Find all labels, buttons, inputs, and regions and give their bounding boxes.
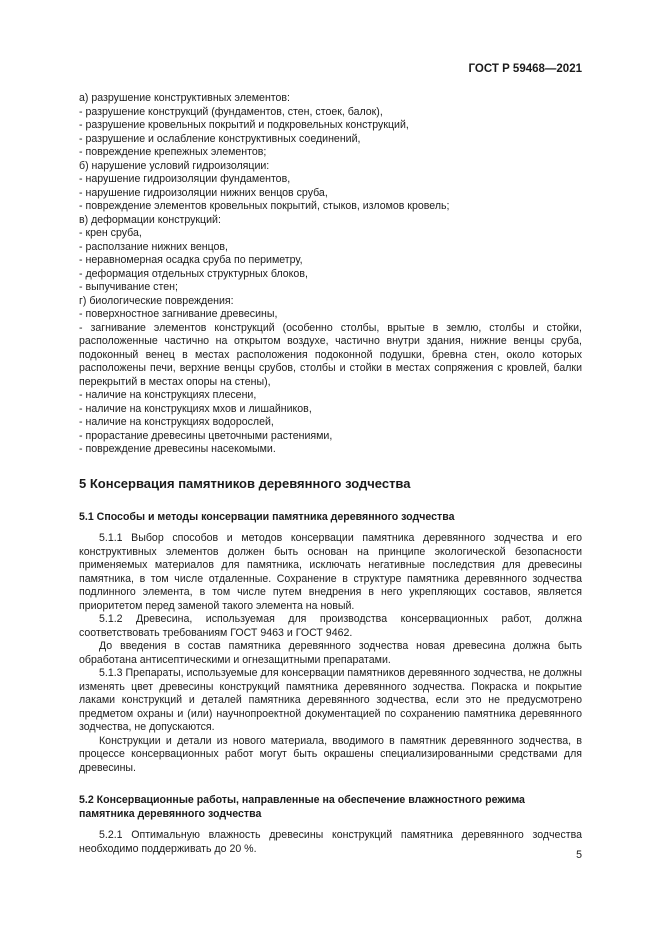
section-5-heading: 5 Консервация памятников деревянного зодчества (79, 475, 411, 491)
list-item: - разрушение конструкций (фундаментов, стен, стоек, балок), (79, 105, 383, 118)
list-d-title: г) биологические повреждения: (79, 294, 234, 307)
list-item: - разрушение и ослабление конструктивных соединений, (79, 132, 361, 145)
paragraph-5-2-1: 5.2.1 Оптимальную влажность древесины конструкций памятника деревянного зодчества необходимо поддерживать до 20 %. (79, 829, 582, 855)
list-d (79, 295, 582, 457)
list-item: - повреждение древесины насекомыми. (79, 443, 276, 455)
list-item: - повреждение крепежных элементов; (79, 146, 267, 158)
list-item: - поверхностное загнивание древесины, (79, 308, 278, 320)
list-c-title: в) деформации конструкций: (79, 213, 221, 226)
list-b-title: б) нарушение условий гидроизоляции: (79, 159, 270, 172)
document-id-header: ГОСТ Р 59468—2021 (468, 63, 582, 75)
list-item: - крен сруба, (79, 227, 142, 239)
subsection-5-1-heading: 5.1 Способы и методы консервации памятника деревянного зодчества (79, 510, 455, 523)
list-item: - нарушение гидроизоляции нижних венцов сруба, (79, 186, 328, 199)
list-item: - наличие на конструкциях мхов и лишайников, (79, 402, 312, 415)
paragraph-5-1-2-continued: До введения в состав памятника деревянного зодчества новая древесина должна быть обработана антисептическими и огнезащитными препаратами. (79, 640, 582, 666)
paragraph-5-1-3-continued: Конструкции и детали из нового материала, вводимого в памятник деревянного зодчества, в процессе консервационных работ могут быть окрашены специализированными средствами для древесины. (79, 734, 582, 774)
list-item: - повреждение элементов кровельных покрытий, стыков, изломов кровель; (79, 200, 450, 212)
page-content (79, 92, 582, 856)
list-c (79, 214, 582, 295)
list-item: - деформация отдельных структурных блоков, (79, 267, 308, 280)
list-item: - наличие на конструкциях плесени, (79, 389, 257, 401)
page-number: 5 (576, 849, 582, 861)
list-a (79, 92, 582, 160)
paragraph-5-1-1: 5.1.1 Выбор способов и методов консервации памятника деревянного зодчества и его конструктивных элементов должен быть основан на принципе экологической безопасности применяемых материалов для памятника, исключать негативные последствия для древесины памятника, в том числе отдаленные. Сохранение в структуре памятника деревянного зодчества подлинного элемента, в том числе путем внедрения в него укрепляющих составов, является приоритетом перед заменой такого элемента на новый. (79, 532, 582, 612)
list-item: - наличие на конструкциях водорослей, (79, 416, 274, 428)
list-item: - нарушение гидроизоляции фундаментов, (79, 173, 291, 185)
list-item: - разрушение кровельных покрытий и подкровельных конструкций, (79, 119, 409, 131)
list-item-long: - загнивание элементов конструкций (особенно столбы, врытые в землю, столбы и стойки, расположенные частично на открытом воздухе, частично внутри здания, нижние венцы сруба, подоконный венец в местах расположения подоконной подушки, бревна стен, около которых расположены печи, верхние венцы срубов, столбы и стойки в местах сопряжения с кровлей, балки перекрытий в местах опоры на стены), (79, 321, 582, 388)
list-item: - расползание нижних венцов, (79, 240, 229, 253)
list-item: - неравномерная осадка сруба по периметру, (79, 254, 303, 266)
paragraph-5-1-2: 5.1.2 Древесина, используемая для производства консервационных работ, должна соответствовать требованиям ГОСТ 9463 и ГОСТ 9462. (79, 613, 582, 639)
list-item: - выпучивание стен; (79, 281, 178, 293)
list-b (79, 160, 582, 214)
list-item: - прорастание древесины цветочными растениями, (79, 429, 333, 442)
paragraph-5-1-3: 5.1.3 Препараты, используемые для консервации памятников деревянного зодчества, не должны изменять цвет древесины конструкций памятника деревянного зодчества. Покраска и покрытие лаками конструкций и деталей памятника деревянного зодчества, если это не предусмотрено предметом охраны и (или) научнопроектной документацией по сохранению памятника деревянного зодчества, не допускаются. (79, 667, 582, 733)
list-a-title: а) разрушение конструктивных элементов: (79, 92, 290, 104)
subsection-5-2-heading: 5.2 Консервационные работы, направленные на обеспечение влажностного режима памятника деревянного зодчества (79, 794, 525, 820)
